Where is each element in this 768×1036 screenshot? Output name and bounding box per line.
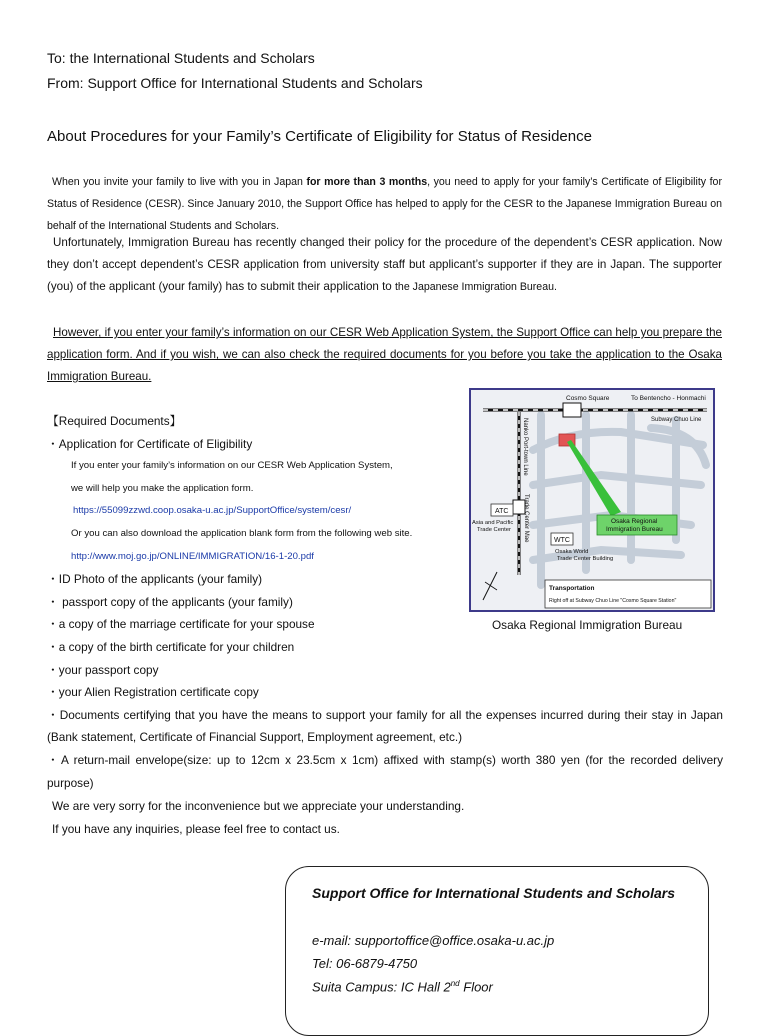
map-svg [471,390,713,610]
policy-tail: the Japanese Immigration Bureau. [394,281,557,293]
from-line: From: Support Office for International Students and Scholars [47,75,423,91]
doc-sub-download: Or you can also download the application blank form from the following web site. [71,527,413,539]
campus-floor: Floor [459,979,493,995]
docs-heading: 【Required Documents】 [47,414,182,428]
intro-bold: for more than 3 months [306,176,428,188]
map-label-nanko: Nanko Port-town Line [522,418,528,476]
map-label-transport: Transportation [549,585,595,592]
map-label-atc-desc2: Trade Center [477,527,511,533]
to-line: To: the International Students and Scholars [47,50,315,66]
map-label-wtc: WTC [554,537,570,544]
web-system-paragraph: However, if you enter your family’s information on our CESR Web Application System, the Support Office can help you prepare the application form. And if you wish, we can also check the required documents for you before you take the application to the Osaka Immigration Bureau. [47,326,722,383]
map-label-bureau2: Immigration Bureau [606,526,663,533]
map-caption: Osaka Regional Immigration Bureau [492,618,683,632]
closing [52,795,464,841]
map-label-transport-text: Right off at Subway Chuo Line "Cosmo Square Station" [549,598,677,604]
map-label-wtc-desc1: Osaka World [555,549,589,555]
policy-paragraph [47,232,722,298]
doc-item-birth: ・a copy of the birth certificate for your children [47,639,295,654]
map-label-cosmo: Cosmo Square [566,395,610,402]
cesr-link[interactable]: https://55099zzwd.coop.osaka-u.ac.jp/SupportOffice/system/cesr/ [73,505,352,517]
map-image [469,388,715,612]
contact-campus [312,979,493,994]
contact-email[interactable]: e-mail: supportoffice@office.osaka-u.ac.jp [312,933,555,948]
map-label-subway: Subway Chuo Line [651,417,702,423]
doc-item-passport-applicants: ・ passport copy of the applicants (your family) [47,594,293,609]
doc-item-passport: ・your passport copy [47,662,159,677]
map-label-atc-desc1: Asia and Pacific [472,520,514,526]
campus-sup: nd [450,979,460,988]
contact-box [285,866,709,1036]
map-label-atc: ATC [495,508,509,515]
map-label-bureau1: Osaka Regional [611,518,658,525]
page-title: About Procedures for your Family’s Certificate of Eligibility for Status of Residence [47,128,592,145]
map-label-bentencho: To Bentencho - Honmachi [631,395,706,402]
contact-title: Support Office for International Students and Scholars [312,885,676,901]
doc-item-photo: ・ID Photo of the applicants (your family) [47,572,263,587]
intro-text-rest: , you need to apply for your family’s Certificate of Eligibility for Status of Residence (CESR). Since January 2010, the Support Office has helped to apply for the CESR to the Japanese Immigration Bureau on behalf of the International Students and Scholars. [47,176,722,232]
intro-paragraph [47,171,722,237]
doc-item-marriage: ・a copy of the marriage certificate for your spouse [47,617,315,632]
map-label-trade-center: Trade Center Mae [523,494,529,543]
campus-text: Suita Campus: IC Hall 2 [312,979,451,995]
doc-sub-help: we will help you make the application form. [71,482,254,494]
closing-line2: If you have any inquiries, please feel free to contact us. [52,822,340,836]
intro-text: When you invite your family to live with you in Japan [52,176,307,188]
doc-item-support: ・Documents certifying that you have the means to support your family for all the expenses incurred during their stay in Japan (Bank statement, Certificate of Financial Support, Employment agreement, etc.) [47,707,723,745]
map-label-wtc-desc2: Trade Center Building [557,556,614,562]
policy-text: Unfortunately, Immigration Bureau has recently changed their policy for the procedure of the dependent’s CESR application. Now they don’t accept dependent’s CESR application from university staff but applicant’s supporter if they are in Japan. The supporter (you) of the applicant (your family) has to submit their application to [47,236,722,293]
closing-line1: We are very sorry for the inconvenience but we appreciate your understanding. [52,799,465,813]
contact-tel: Tel: 06-6879-4750 [312,956,418,971]
doc-item-application: ・Application for Certificate of Eligibility [47,436,253,451]
moj-link[interactable]: http://www.moj.go.jp/ONLINE/IMMIGRATION/16-1-20.pdf [71,550,314,562]
doc-item-envelope: ・A return-mail envelope(size: up to 12cm x 23.5cm x 1cm) affixed with stamp(s) worth 380 yen (for the recorded delivery purpose) [47,752,723,790]
doc-item-alien: ・your Alien Registration certificate copy [47,685,259,700]
doc-sub-web: If you enter your family’s information on our CESR Web Application System, [71,460,393,472]
